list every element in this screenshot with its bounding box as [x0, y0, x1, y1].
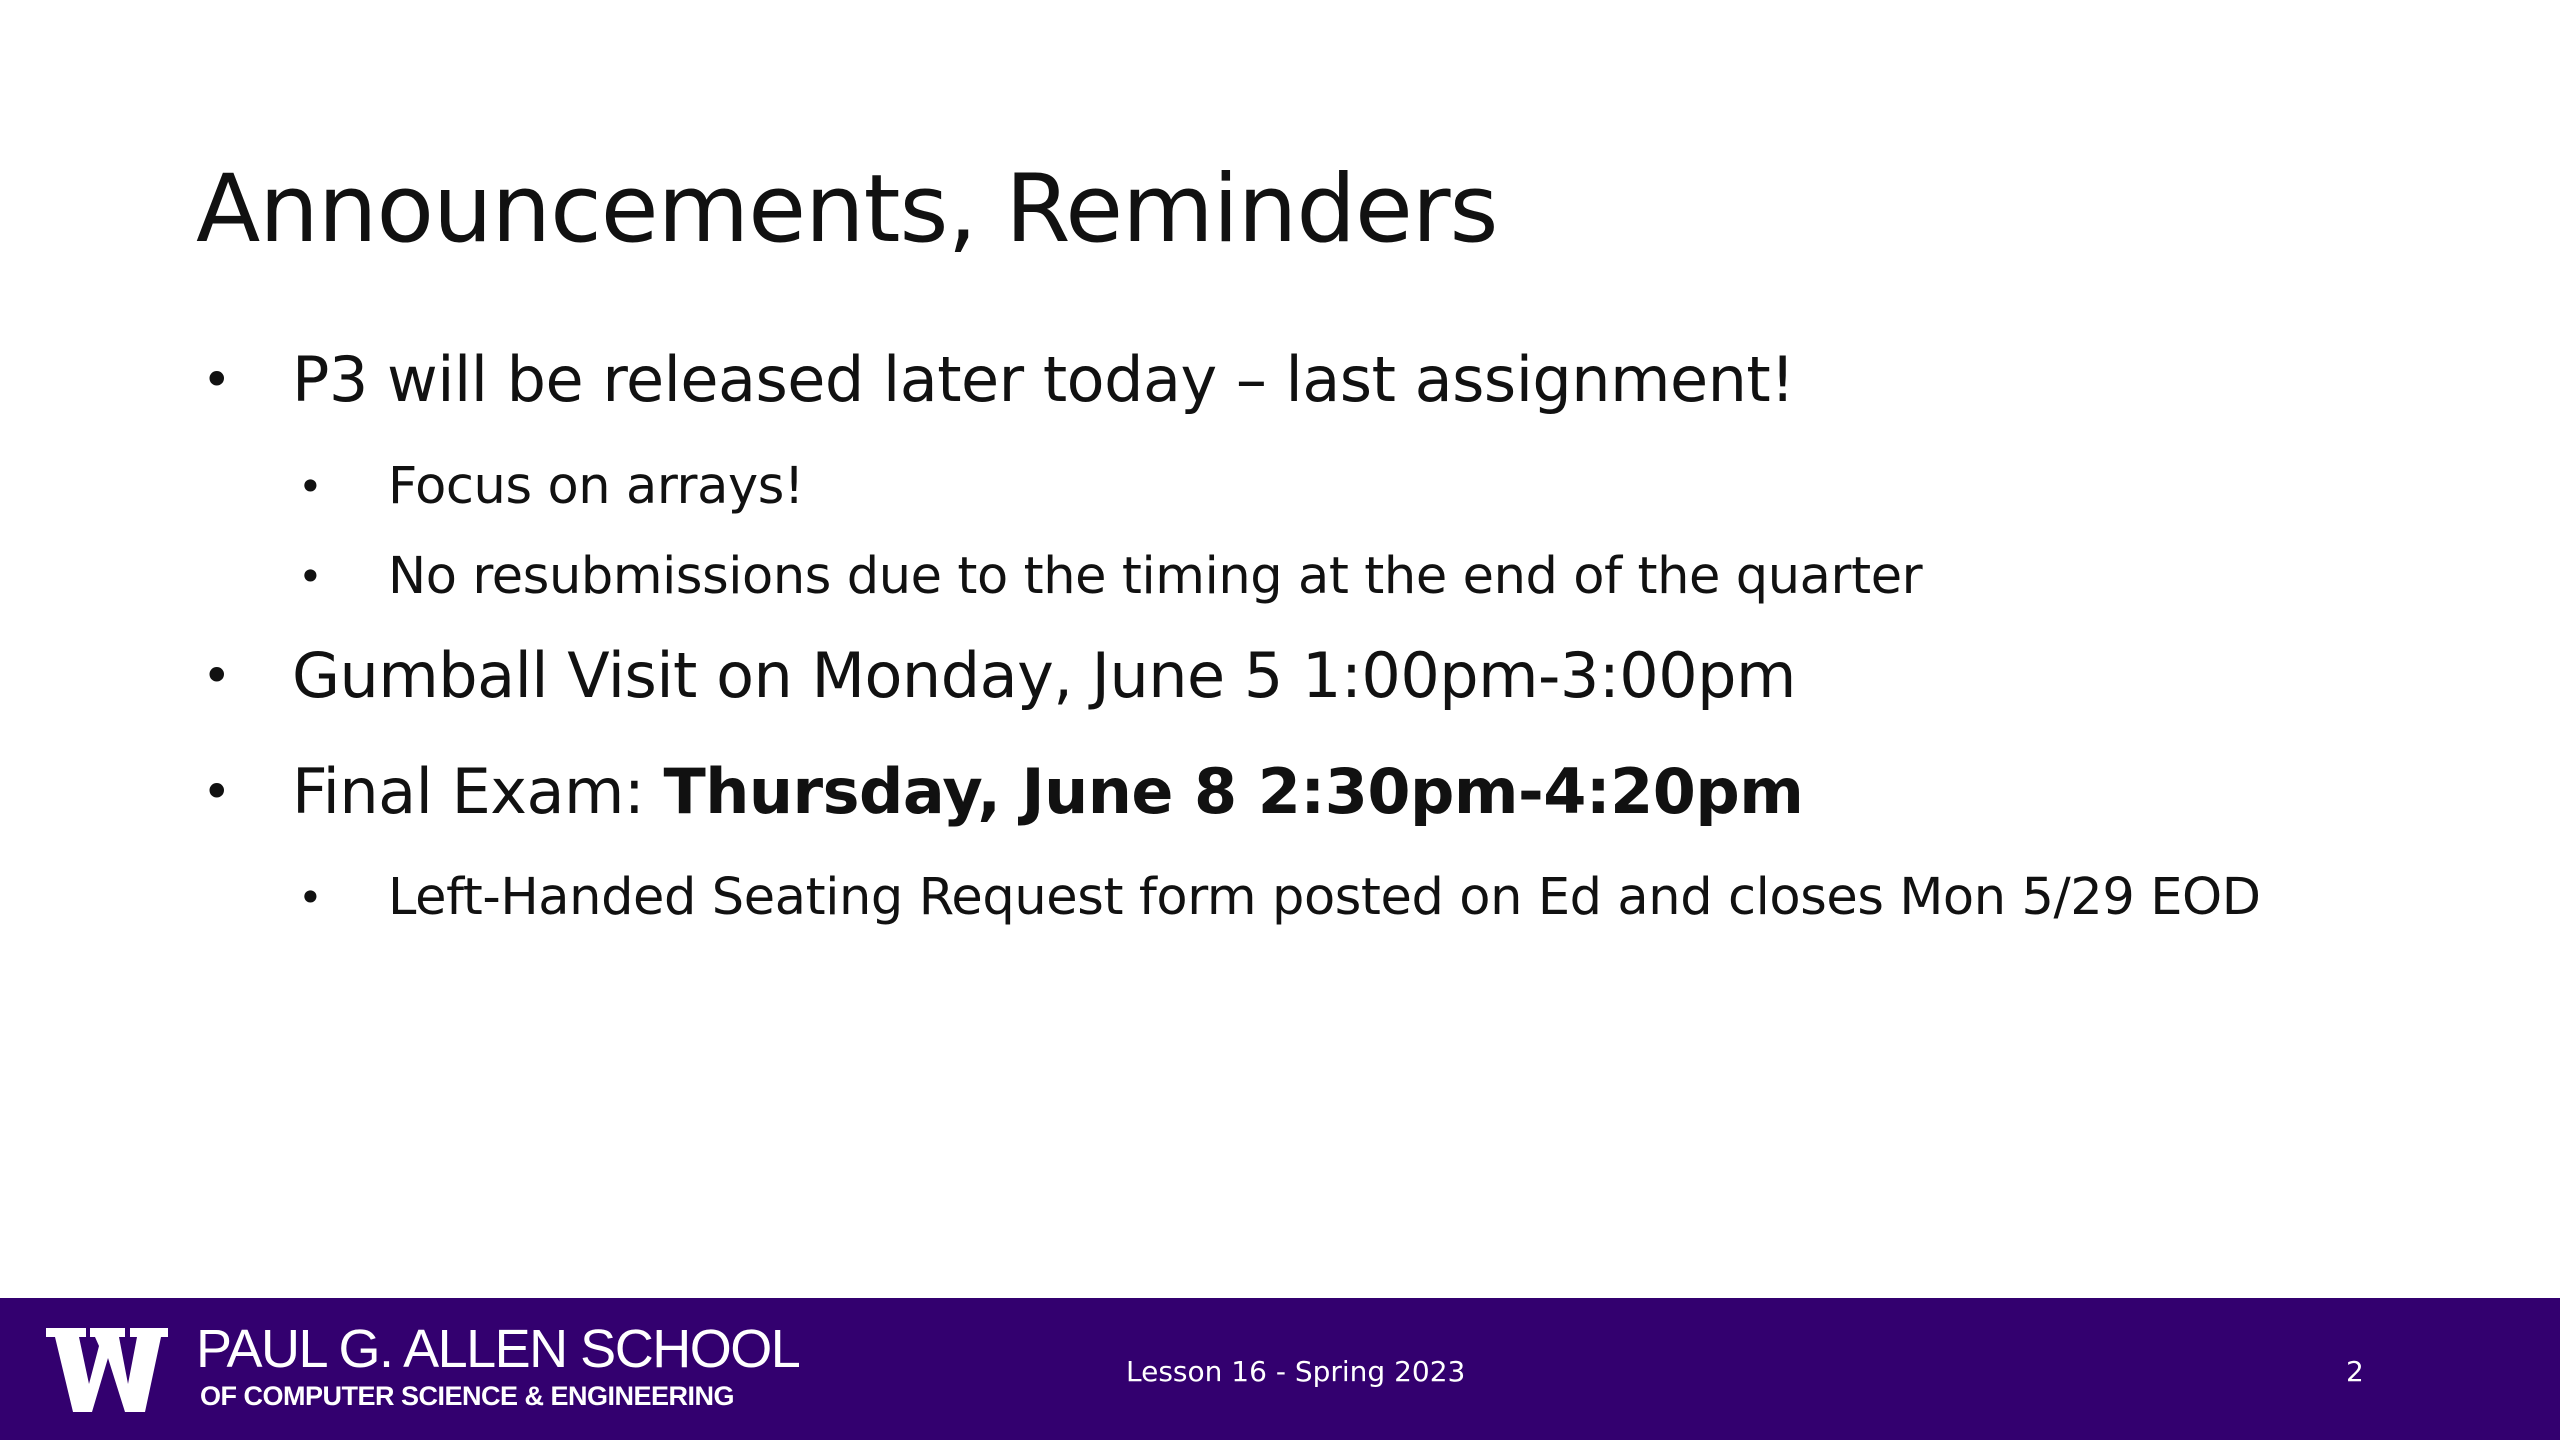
- sub-bullet-text: No resubmissions due to the timing at the end of the quarter: [388, 547, 1923, 606]
- school-name: PAUL G. ALLEN SCHOOL: [196, 1319, 800, 1379]
- final-exam-date: Thursday, June 8 2:30pm-4:20pm: [663, 755, 1804, 828]
- slide-number: 2: [2346, 1355, 2364, 1388]
- sub-bullet-item: [200, 863, 2261, 933]
- uw-w-logo-icon: [46, 1328, 168, 1412]
- bullet-dot-icon: •: [298, 873, 323, 922]
- bullet-text: Final Exam:: [292, 755, 664, 828]
- bullet-item: [200, 752, 1803, 832]
- school-subtitle: OF COMPUTER SCIENCE & ENGINEERING: [200, 1381, 735, 1411]
- bullet-item: [200, 340, 1795, 420]
- bullet-dot-icon: •: [202, 647, 231, 705]
- slide-title: Announcements, Reminders: [196, 155, 1498, 264]
- sub-bullet-text: Focus on arrays!: [388, 457, 804, 516]
- bullet-dot-icon: •: [298, 462, 323, 511]
- bullet-dot-icon: •: [202, 351, 231, 409]
- bullet-dot-icon: •: [298, 552, 323, 601]
- lesson-label: Lesson 16 - Spring 2023: [1126, 1355, 1466, 1388]
- sub-bullet-item: [200, 542, 1922, 612]
- bullet-text: P3 will be released later today – last assignment!: [292, 343, 1795, 416]
- sub-bullet-item: [200, 452, 804, 522]
- footer-bar: [0, 1298, 2560, 1440]
- sub-bullet-text: Left-Handed Seating Request form posted on Ed and closes Mon 5/29 EOD: [388, 868, 2261, 927]
- bullet-dot-icon: •: [202, 763, 231, 821]
- bullet-item: [200, 636, 1796, 716]
- bullet-text: Gumball Visit on Monday, June 5 1:00pm-3:00pm: [292, 639, 1796, 712]
